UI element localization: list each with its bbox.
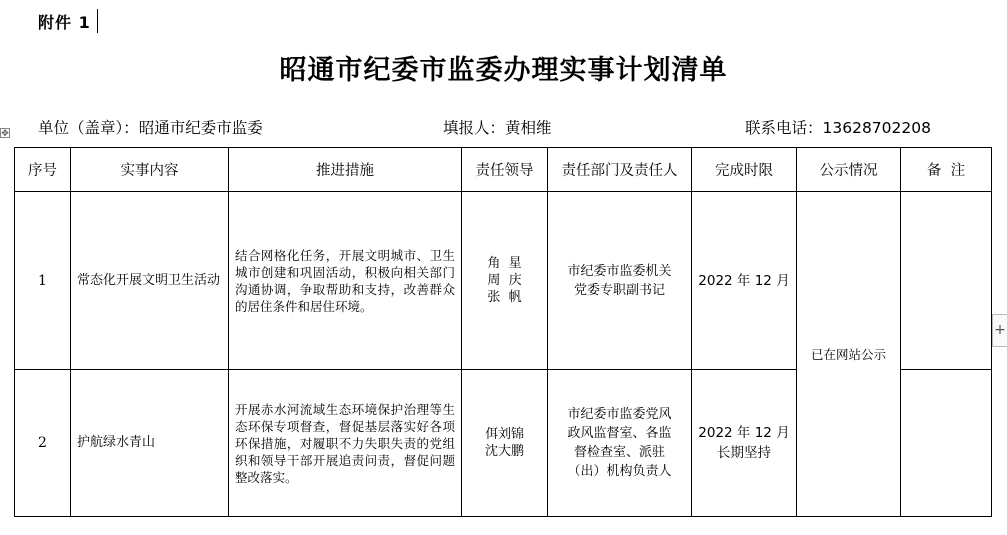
leader-name: 角 星	[487, 256, 522, 271]
document-title: 昭通市纪委市监委办理实事计划清单	[279, 55, 728, 86]
col-header-public[interactable]: 公示情况	[797, 148, 901, 192]
attachment-label: 附件 1	[38, 13, 91, 32]
dept-line: 督检查室、派驻	[573, 445, 665, 460]
plan-table	[14, 147, 992, 517]
dept-line: （出）机构负责人	[567, 464, 672, 479]
cell-dept[interactable]	[548, 370, 692, 517]
cell-deadline[interactable]	[692, 192, 797, 370]
col-header-item[interactable]: 实事内容	[71, 148, 229, 192]
deadline-line: 长期坚持	[717, 445, 771, 461]
col-header-note[interactable]: 备 注	[901, 148, 992, 192]
cell-leaders[interactable]	[462, 370, 548, 517]
add-row-plus-icon[interactable]: +	[992, 314, 1007, 347]
deadline-line: 2022 年 12 月	[698, 425, 790, 441]
dept-line: 政风监督室、各监	[567, 426, 672, 441]
table-move-handle-icon[interactable]: ✥	[1, 129, 9, 139]
cell-seq[interactable]: 2	[15, 370, 71, 517]
text-cursor	[97, 9, 98, 33]
col-header-seq[interactable]: 序号	[15, 148, 71, 192]
col-header-dept[interactable]: 责任部门及责任人	[548, 148, 692, 192]
cell-note[interactable]	[901, 370, 992, 517]
leader-name: 佴刘锦	[484, 427, 524, 442]
cell-seq[interactable]: 1	[15, 192, 71, 370]
deadline-line: 2022 年 12 月	[698, 272, 790, 289]
cell-measure[interactable]: 开展赤水河流域生态环境保护治理等生态环保专项督查，督促基层落实好各项环保措施，对履职不力失职失责的党组织和领导干部开展追责问责，督促问题整改落实。	[229, 370, 462, 517]
cell-item[interactable]: 护航绿水青山	[71, 370, 229, 517]
cell-dept[interactable]	[548, 192, 692, 370]
cell-public-status[interactable]: 已在网站公示	[797, 192, 901, 517]
table-row	[15, 192, 992, 370]
col-header-deadline[interactable]: 完成时限	[692, 148, 797, 192]
dept-line: 市纪委市监委机关	[567, 263, 672, 279]
cell-deadline[interactable]	[692, 370, 797, 517]
filler-label: 填报人：黄相维	[443, 119, 552, 137]
cell-leaders[interactable]	[462, 192, 548, 370]
dept-line: 党委专职副书记	[573, 282, 665, 298]
leader-name: 周 庆	[487, 273, 522, 288]
cell-item[interactable]: 常态化开展文明卫生活动	[71, 192, 229, 370]
phone-label: 联系电话：13628702208	[745, 119, 931, 137]
unit-label: 单位（盖章）：昭通市纪委市监委	[38, 119, 263, 137]
col-header-leader[interactable]: 责任领导	[462, 148, 548, 192]
dept-line: 市纪委市监委党风	[567, 407, 672, 422]
cell-note[interactable]	[901, 192, 992, 370]
leader-name: 张 帆	[487, 290, 522, 305]
cell-measure[interactable]: 结合网格化任务，开展文明城市、卫生城市创建和巩固活动，积极向相关部门沟通协调，争取帮助和支持，改善群众的居住条件和居住环境。	[229, 192, 462, 370]
leader-name: 沈大鹏	[484, 444, 524, 459]
col-header-measure[interactable]: 推进措施	[229, 148, 462, 192]
table-header-row	[15, 148, 992, 192]
